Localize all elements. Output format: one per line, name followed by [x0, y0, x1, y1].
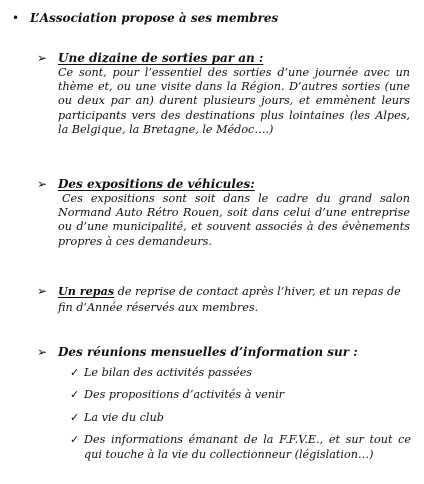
check-icon: ✓	[70, 388, 80, 402]
list-item-text: Des informations émanant de la F.F.V.E., et sur tout ce qui touche à la vie du collectionneur (législation…)	[84, 433, 411, 461]
arrow-bullet-icon: ➢	[37, 177, 48, 191]
list-item-text: Le bilan des activités passées	[84, 366, 253, 379]
list-item	[70, 388, 411, 402]
topics-list	[70, 366, 411, 462]
list-item-text: La vie du club	[84, 410, 164, 424]
section-text: Ce sont, pour l’essentiel des sorties d’une journée avec un thème et, ou une visite dans la Région. D’autres sorties (une ou deux par an) durent plusieurs jours, et emmènent leurs participants vers des destinations plus lointaines (les Alpes, la Belgique, la Bretagne, le Médoc….)	[58, 66, 410, 136]
section-reunions	[37, 344, 412, 470]
list-item-text: Des propositions d’activités à venir	[84, 388, 284, 402]
arrow-bullet-icon: ➢	[37, 284, 48, 298]
list-item	[70, 366, 411, 380]
check-icon: ✓	[70, 433, 80, 447]
arrow-bullet-icon: ➢	[37, 51, 48, 65]
check-icon: ✓	[70, 366, 80, 379]
section-heading	[37, 283, 410, 315]
check-icon: ✓	[70, 410, 80, 424]
section-paragraph	[58, 285, 401, 314]
section-text: Ces expositions sont soit dans le cadre du grand salon Normand Auto Rétro Rouen, soit dans celui d’une entreprise ou d’une municipalité, et souvent associés à des évènements propres à ces demandeurs.	[58, 192, 410, 248]
section-expositions	[37, 176, 412, 249]
section-heading	[37, 176, 412, 192]
section-title: Des expositions de véhicules:	[58, 177, 255, 191]
list-item	[70, 433, 411, 462]
section-repas	[37, 283, 412, 315]
section-text: de reprise de contact après l’hiver, et un repas de fin d’Année réservés aux membres.	[58, 285, 401, 315]
section-title: Des réunions mensuelles d’information sur :	[58, 345, 358, 359]
arrow-bullet-icon: ➢	[37, 345, 48, 359]
section-sorties	[37, 50, 412, 137]
bullet-icon: •	[12, 11, 20, 25]
section-heading	[37, 344, 412, 360]
intro-heading: L’Association propose à ses membres	[30, 11, 279, 25]
section-title: Un repas	[58, 284, 115, 298]
section-heading	[37, 50, 412, 66]
list-item	[70, 411, 411, 425]
section-title: Une dizaine de sorties par an :	[58, 51, 264, 65]
